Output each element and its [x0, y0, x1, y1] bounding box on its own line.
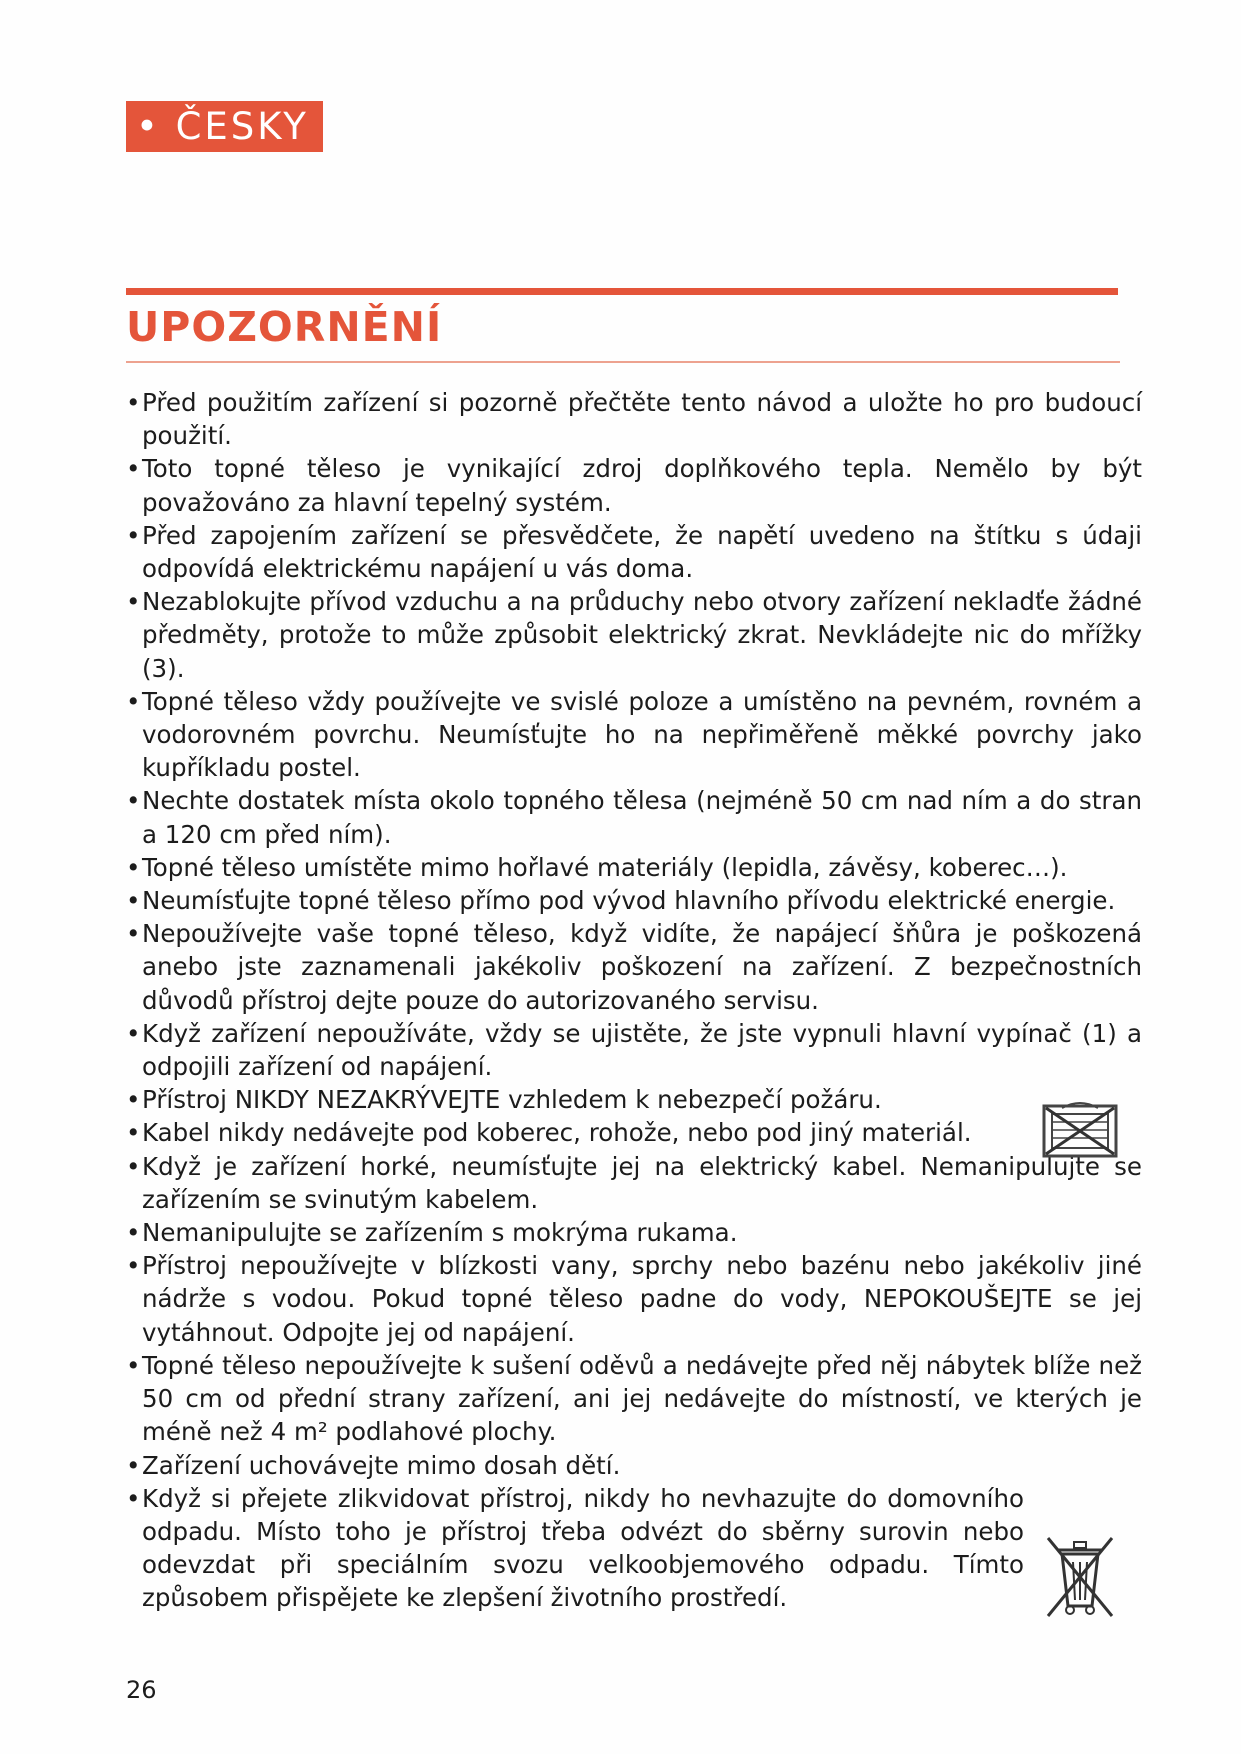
- list-item: • Přístroj nepoužívejte v blízkosti vany, sprchy nebo bazénu nebo jakékoliv jiné nádrže s vodou. Pokud topné těleso padne do vody, NEPOKOUŠEJTE se jej vytáhnout. Odpojte jej od napájení.: [126, 1249, 1142, 1349]
- list-item: • Topné těleso umístěte mimo hořlavé materiály (lepidla, závěsy, koberec…).: [126, 851, 1142, 884]
- list-item: • Topné těleso nepoužívejte k sušení oděvů a nedávejte před něj nábytek blíže než 50 cm od přední strany zařízení, ani jej nedávejte do místností, ve kterých je méně než 4 m² podlahové plochy.: [126, 1349, 1142, 1449]
- title-top-rule: [126, 288, 1118, 295]
- list-item: • Když je zařízení horké, neumísťujte jej na elektrický kabel. Nemanipulujte se zařízením se svinutým kabelem.: [126, 1150, 1142, 1216]
- list-item: • Kabel nikdy nedávejte pod koberec, rohože, nebo pod jiný materiál.: [126, 1116, 1042, 1149]
- list-item: • Topné těleso vždy používejte ve svislé poloze a umístěno na pevném, rovném a vodorovném povrchu. Neumísťujte ho na nepřiměřeně měkké povrchy jako kupříkladu postel.: [126, 685, 1142, 785]
- list-item: • Když si přejete zlikvidovat přístroj, nikdy ho nevhazujte do domovního odpadu. Místo toho je přístroj třeba odvézt do sběrny surovin nebo odevzdat při speciálním svozu velkoobjemového odpadu. Tímto způsobem přispějete ke zlepšení životního prostředí.: [126, 1482, 1024, 1615]
- list-item: • Nechte dostatek místa okolo topného tělesa (nejméně 50 cm nad ním a do stran a 120 cm před ním).: [126, 784, 1142, 850]
- section-title: UPOZORNĚNÍ: [126, 303, 443, 351]
- list-item: • Toto topné těleso je vynikající zdroj doplňkového tepla. Nemělo by být považováno za hlavní tepelný systém.: [126, 452, 1142, 518]
- list-item: • Když zařízení nepoužíváte, vždy se ujistěte, že jste vypnuli hlavní vypínač (1) a odpojili zařízení od napájení.: [126, 1017, 1142, 1083]
- do-not-cover-icon: [1040, 1100, 1120, 1162]
- list-item: • Přístroj NIKDY NEZAKRÝVEJTE vzhledem k nebezpečí požáru.: [126, 1083, 1042, 1116]
- title-bottom-rule: [126, 361, 1120, 363]
- list-item: • Nemanipulujte se zařízením s mokrýma rukama.: [126, 1216, 1142, 1249]
- list-item: • Nepoužívejte vaše topné těleso, když vidíte, že napájecí šňůra je poškozená anebo jste zaznamenali jakékoliv poškození na zařízení. Z bezpečnostních důvodů přístroj dejte pouze do autorizovaného servisu.: [126, 917, 1142, 1017]
- list-item: • Před použitím zařízení si pozorně přečtěte tento návod a uložte ho pro budoucí použití.: [126, 386, 1142, 452]
- list-item: • Neumísťujte topné těleso přímo pod vývod hlavního přívodu elektrické energie.: [126, 884, 1142, 917]
- page-number: 26: [126, 1676, 157, 1704]
- crossed-out-bin-icon: [1040, 1530, 1120, 1620]
- list-item: • Před zapojením zařízení se přesvědčete, že napětí uvedeno na štítku s údaji odpovídá elektrickému napájení u vás doma.: [126, 519, 1142, 585]
- warnings-list: [126, 386, 1142, 1615]
- language-badge: • ČESKY: [126, 101, 323, 152]
- list-item: • Nezablokujte přívod vzduchu a na průduchy nebo otvory zařízení nekladťe žádné předměty, protože to může způsobit elektrický zkrat. Nevkládejte nic do mřížky (3).: [126, 585, 1142, 685]
- list-item: • Zařízení uchovávejte mimo dosah dětí.: [126, 1449, 1142, 1482]
